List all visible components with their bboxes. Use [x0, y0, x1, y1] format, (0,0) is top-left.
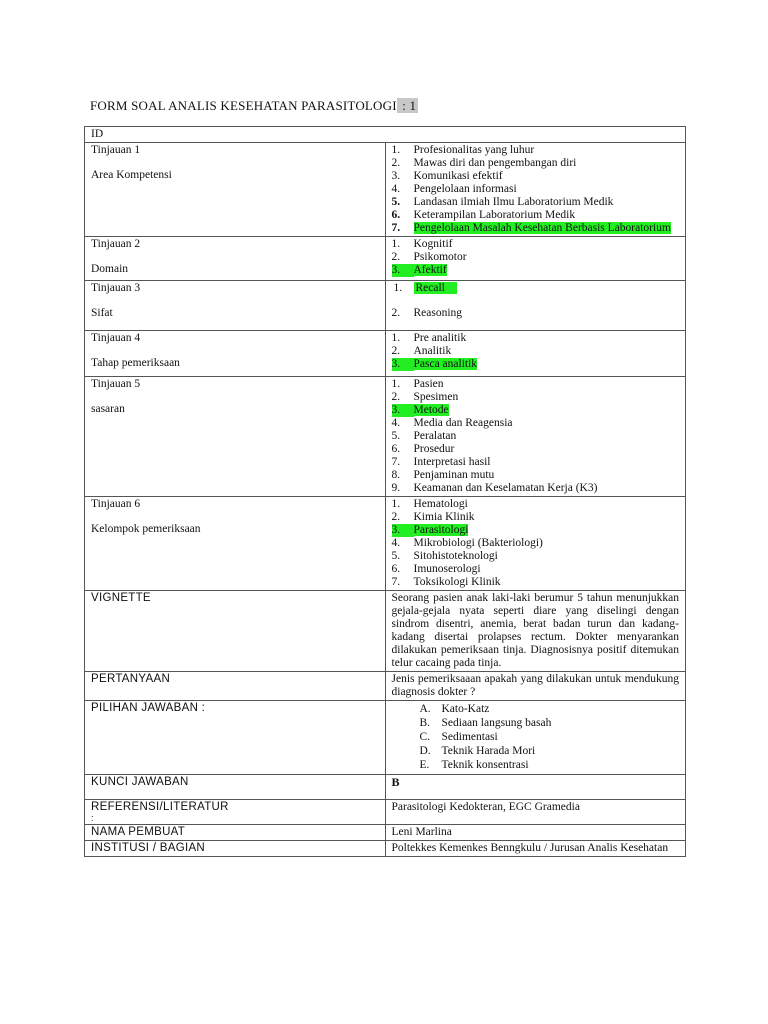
form-title-number: : 1: [398, 98, 417, 113]
list-item-selected: 7. Pengelolaan Masalah Kesehatan Berbasis Laboratorium: [391, 222, 671, 234]
list-item: 6. Keterampilan Laboratorium Medik: [391, 209, 576, 221]
tinjauan-1-options-cell: [385, 143, 686, 237]
tinjauan-6-options-cell: [385, 497, 686, 591]
tinjauan-5-list: [392, 378, 680, 495]
pembuat-value: Leni Marlina: [385, 825, 686, 841]
vignette-text: Seorang pasien anak laki-laki berumur 5 tahun menunjukkan gejala-gejala nyata seperti diare yang diselingi dengan sindrom disentri, anemia, berat badan turun dan kadang-kadang disertai prolapses rectum. Dokter menyarankan dilakukan pemeriksaan tinja. Diagnosisnya positif ditemukan telur cacaing pada tinja.: [385, 591, 686, 672]
tinjauan-1-sub: Area Kompetensi: [91, 169, 172, 181]
list-item-selected: 3. Afektif: [391, 264, 447, 276]
list-item: 3. Komunikasi efektif: [391, 170, 503, 182]
answer-key: B: [391, 775, 400, 789]
kunci-label: KUNCI JAWABAN: [85, 775, 386, 800]
tinjauan-6-row: [85, 497, 686, 591]
list-item: 7. Interpretasi hasil: [391, 456, 491, 468]
kunci-row: [85, 775, 686, 800]
institusi-value: Poltekkes Kemenkes Benngkulu / Jurusan Analis Kesehatan: [385, 841, 686, 857]
id-cell: [85, 127, 686, 143]
tinjauan-4-row: [85, 331, 686, 377]
tinjauan-5-label-cell: [85, 377, 386, 497]
tinjauan-5-sub: sasaran: [91, 403, 125, 415]
tinjauan-5-label: Tinjauan 5: [91, 378, 141, 390]
list-item: 2. Psikomotor: [391, 251, 467, 263]
tinjauan-2-sub: Domain: [91, 263, 129, 275]
list-item: 1. Pasien: [391, 378, 444, 390]
pembuat-row: [85, 825, 686, 841]
list-item: 7. Toksikologi Klinik: [391, 576, 501, 588]
vignette-row: [85, 591, 686, 672]
pilihan-options-cell: [385, 701, 686, 775]
id-row: [85, 127, 686, 143]
institusi-row: [85, 841, 686, 857]
question-form-table: [84, 126, 686, 857]
answer-option: B. Sediaan langsung basah: [419, 717, 552, 729]
tinjauan-2-row: [85, 237, 686, 281]
list-item: 8. Penjaminan mutu: [391, 469, 495, 481]
tinjauan-4-options-cell: [385, 331, 686, 377]
tinjauan-2-list: [392, 238, 680, 279]
vignette-label: VIGNETTE: [85, 591, 386, 672]
tinjauan-1-list: [392, 144, 680, 235]
form-title: [90, 98, 418, 114]
list-item-selected: 3. Parasitologi: [391, 524, 469, 536]
list-item: 5. Sitohistoteknologi: [391, 550, 498, 562]
pembuat-label: NAMA PEMBUAT: [85, 825, 386, 841]
pilihan-row: [85, 701, 686, 775]
referensi-row: [85, 800, 686, 825]
list-item: 4. Pengelolaan informasi: [391, 183, 517, 195]
referensi-label-colon: :: [91, 813, 94, 823]
answer-option: E. Teknik konsentrasi: [419, 759, 529, 771]
list-item: 5. Peralatan: [391, 430, 457, 442]
list-item: 5. Landasan ilmiah Ilmu Laboratorium Medik: [391, 196, 614, 208]
tinjauan-3-options-cell: [385, 281, 686, 331]
tinjauan-1-label-cell: [85, 143, 386, 237]
institusi-label: INSTITUSI / BAGIAN: [85, 841, 386, 857]
tinjauan-1-row: [85, 143, 686, 237]
tinjauan-3-label: Tinjauan 3: [91, 282, 141, 294]
referensi-value: Parasitologi Kedokteran, EGC Gramedia: [385, 800, 686, 825]
list-item: 1. Pre analitik: [391, 332, 467, 344]
list-item: 4. Media dan Reagensia: [391, 417, 513, 429]
list-item: 2. Analitik: [391, 345, 452, 357]
answer-option: D. Teknik Harada Mori: [419, 745, 536, 757]
form-title-main: FORM SOAL ANALIS KESEHATAN PARASITOLOGI: [90, 98, 397, 113]
list-item: 2. Spesimen: [391, 391, 459, 403]
list-item-selected: 3. Pasca analitik: [391, 358, 478, 370]
list-item: 4. Mikrobiologi (Bakteriologi): [391, 537, 543, 549]
tinjauan-3-sub: Sifat: [91, 307, 113, 319]
id-label: ID: [91, 128, 104, 140]
tinjauan-2-label-cell: [85, 237, 386, 281]
list-item: 6. Prosedur: [391, 443, 455, 455]
tinjauan-4-sub: Tahap pemeriksaan: [91, 357, 180, 369]
pertanyaan-label: PERTANYAAN: [85, 672, 386, 701]
answer-option: C. Sedimentasi: [419, 731, 498, 743]
list-item: 2. Kimia Klinik: [391, 511, 475, 523]
pertanyaan-text: Jenis pemeriksaaan apakah yang dilakukan untuk mendukung diagnosis dokter ?: [385, 672, 686, 701]
tinjauan-6-label: Tinjauan 6: [91, 498, 141, 510]
list-item: 6. Imunoserologi: [391, 563, 481, 575]
list-item: 1. Hematologi: [391, 498, 468, 510]
pertanyaan-row: [85, 672, 686, 701]
tinjauan-2-options-cell: [385, 237, 686, 281]
tinjauan-4-list: [392, 332, 680, 371]
tinjauan-3-list: [392, 282, 680, 320]
tinjauan-6-list: [392, 498, 680, 589]
tinjauan-5-row: [85, 377, 686, 497]
answer-option: A. Kato-Katz: [419, 703, 490, 715]
tinjauan-3-label-cell: [85, 281, 386, 331]
tinjauan-1-label: Tinjauan 1: [91, 144, 141, 156]
tinjauan-2-label: Tinjauan 2: [91, 238, 141, 250]
tinjauan-5-options-cell: [385, 377, 686, 497]
list-item-selected: 3. Metode: [391, 404, 449, 416]
list-item: 1. Profesionalitas yang luhur: [391, 144, 535, 156]
referensi-label: REFERENSI/LITERATUR: [91, 801, 229, 813]
list-item: 9. Keamanan dan Keselamatan Kerja (K3): [391, 482, 598, 494]
referensi-label-cell: [85, 800, 386, 825]
list-item: 2. Mawas diri dan pengembangan diri: [391, 157, 577, 169]
tinjauan-3-row: [85, 281, 686, 331]
tinjauan-4-label: Tinjauan 4: [91, 332, 141, 344]
list-item: 2. Reasoning: [391, 307, 463, 319]
list-item-selected: 1. Recall: [414, 282, 680, 295]
tinjauan-4-label-cell: [85, 331, 386, 377]
pilihan-label: PILIHAN JAWABAN :: [85, 701, 386, 775]
list-item: 1. Kognitif: [391, 238, 453, 250]
answer-options-list: [392, 702, 680, 772]
tinjauan-6-sub: Kelompok pemeriksaan: [91, 523, 201, 535]
tinjauan-6-label-cell: [85, 497, 386, 591]
kunci-value-cell: [385, 775, 686, 800]
